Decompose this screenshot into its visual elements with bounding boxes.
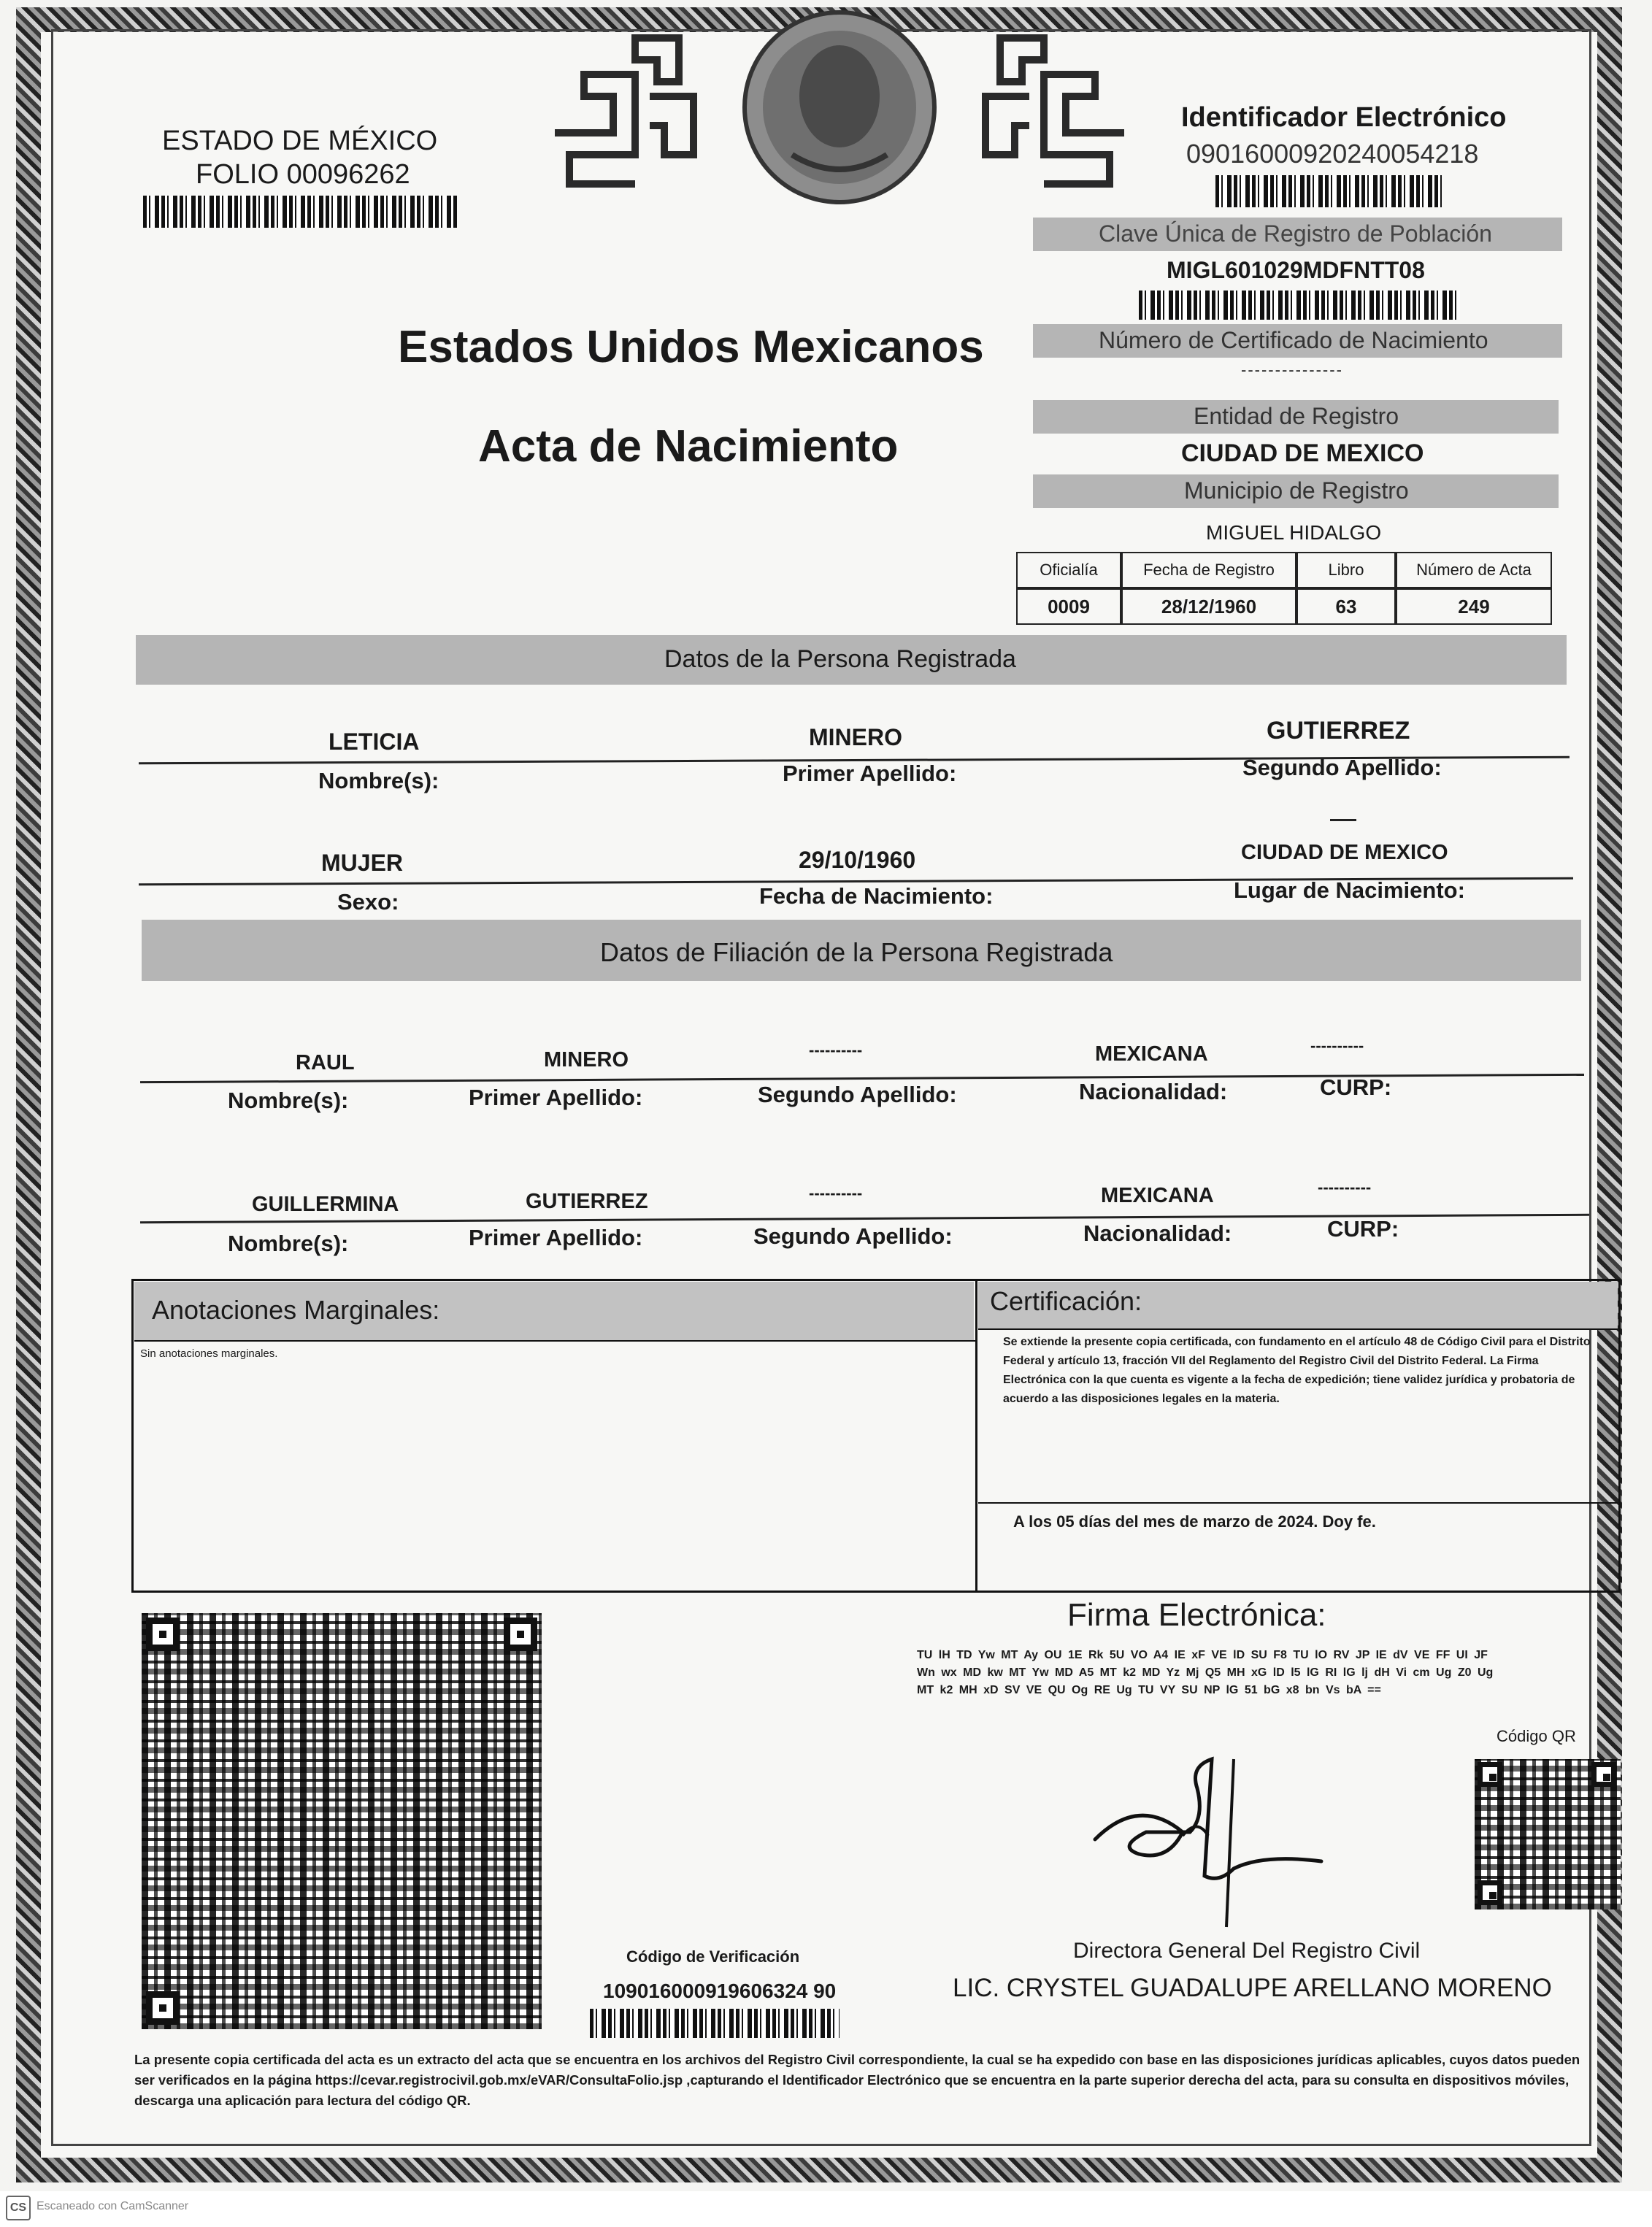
parent1-curp: ---------- xyxy=(1310,1036,1364,1055)
parent1-curp-label: CURP: xyxy=(1320,1074,1392,1100)
registered-birth-place: CIUDAD DE MEXICO xyxy=(1241,841,1448,864)
qr-label: Código QR xyxy=(1497,1727,1576,1745)
parent2-nationality-label: Nacionalidad: xyxy=(1083,1220,1232,1246)
verification-barcode xyxy=(590,2009,840,2038)
identifier-barcode xyxy=(1215,175,1442,207)
annotations-content: Sin anotaciones marginales. xyxy=(140,1347,278,1360)
curp-barcode xyxy=(1139,291,1460,320)
parent2-name: GUILLERMINA xyxy=(252,1193,399,1216)
certification-text: Se extiende la presente copia certificada, con fundamento en el artículo 48 de Código Civil para el Distrito Federal y artículo 13, fracción VII del Reglamento del Registro Civil del Distrito Federal. La Firma Electrónica con la que cuenta es vigente a la fecha de expedición; tiene validez jurídica y probatoria de acuerdo a las disposiciones legales en la materia. xyxy=(1003,1336,1591,1405)
document-title: Acta de Nacimiento xyxy=(478,421,899,472)
parent2-first-surname-label: Primer Apellido: xyxy=(469,1225,643,1250)
parent1-first-surname: MINERO xyxy=(544,1048,629,1072)
registered-birth-date: 29/10/1960 xyxy=(799,847,916,873)
parent2-curp-label: CURP: xyxy=(1327,1216,1399,1242)
identifier-value: 09016000920240054218 xyxy=(1186,139,1479,169)
coat-of-arms-seal xyxy=(540,9,1139,206)
municipio-label: Municipio de Registro xyxy=(1184,477,1409,504)
parent2-first-surname: GUTIERREZ xyxy=(526,1190,648,1213)
section-registered-title: Datos de la Persona Registrada xyxy=(664,645,1016,673)
certification-date: A los 05 días del mes de marzo de 2024. Doy fe. xyxy=(1013,1512,1376,1531)
registered-sex: MUJER xyxy=(321,850,404,876)
certificate-label: Número de Certificado de Nacimiento xyxy=(1099,327,1488,353)
parent2-second-surname-label: Segundo Apellido: xyxy=(753,1223,953,1249)
parent2-curp: ---------- xyxy=(1318,1178,1372,1196)
registered-first-surname: MINERO xyxy=(809,724,902,750)
signature-title: Firma Electrónica: xyxy=(1067,1597,1326,1633)
curp-value: MIGL601029MDFNTT08 xyxy=(1167,257,1425,283)
country-title: Estados Unidos Mexicanos xyxy=(398,322,984,372)
scanner-watermark: Escaneado con CamScanner xyxy=(37,2200,189,2212)
registered-sex-label: Sexo: xyxy=(337,889,399,915)
registered-birth-date-label: Fecha de Nacimiento: xyxy=(759,883,994,909)
registered-second-surname: GUTIERREZ xyxy=(1267,717,1410,745)
table-header-oficialia: Oficialía xyxy=(1016,552,1121,588)
signer-name: LIC. CRYSTEL GUADALUPE ARELLANO MORENO xyxy=(953,1974,1552,2002)
parent1-first-surname-label: Primer Apellido: xyxy=(469,1085,643,1110)
table-cell-acta: 249 xyxy=(1396,588,1552,625)
identifier-label: Identificador Electrónico xyxy=(1181,102,1507,133)
parent1-name-label: Nombre(s): xyxy=(228,1088,349,1113)
section-filiation-title: Datos de Filiación de la Persona Registrada xyxy=(600,937,1113,967)
folio-barcode xyxy=(143,196,457,228)
table-cell-oficialia: 0009 xyxy=(1016,588,1121,625)
entity-label: Entidad de Registro xyxy=(1194,403,1399,429)
footer-legal-text: La presente copia certificada del acta es un extracto del acta que se encuentra en los archivos del Registro Civil correspondiente, la cual se ha expedido con base en las disposiciones jurídicas aplicables, cuyos datos pueden ser verificados en la página https://cevar.registrocivil.gob.mx/eVAR/ConsultaFolio.jsp ,capturando el Identificador Electrónico que se encuentra en la parte superior derecha del acta, para su consulta en dispositivos móviles, descarga una aplicación para lectura del código QR. xyxy=(134,2052,1580,2108)
handwritten-signature xyxy=(1088,1745,1351,1934)
entity-value: CIUDAD DE MEXICO xyxy=(1181,439,1424,467)
table-cell-libro: 63 xyxy=(1296,588,1396,625)
camscanner-logo-icon: CS xyxy=(6,2196,31,2220)
parent2-nationality: MEXICANA xyxy=(1101,1184,1214,1207)
table-header-libro: Libro xyxy=(1296,552,1396,588)
verification-label: Código de Verificación xyxy=(626,1947,800,1966)
folio-number: FOLIO 00096262 xyxy=(196,159,410,190)
curp-label: Clave Única de Registro de Población xyxy=(1099,220,1492,247)
municipio-value: MIGUEL HIDALGO xyxy=(1206,521,1382,544)
verification-code: 109016000919606324 90 xyxy=(603,1980,837,2002)
parent1-second-surname-label: Segundo Apellido: xyxy=(758,1082,957,1107)
signer-title: Directora General Del Registro Civil xyxy=(1073,1939,1421,1963)
parent1-nationality: MEXICANA xyxy=(1095,1042,1208,1066)
registered-second-surname-label: Segundo Apellido: xyxy=(1242,755,1442,780)
annotations-title: Anotaciones Marginales: xyxy=(152,1295,440,1325)
registered-name-label: Nombre(s): xyxy=(318,768,439,793)
parent2-name-label: Nombre(s): xyxy=(228,1231,349,1256)
certification-title: Certificación: xyxy=(990,1286,1142,1316)
main-qr-code[interactable] xyxy=(142,1613,542,2029)
registered-name: LETICIA xyxy=(329,728,420,755)
table-cell-fecha: 28/12/1960 xyxy=(1121,588,1296,625)
parent1-name: RAUL xyxy=(296,1051,355,1074)
signature-hash: TU lH TD Yw MT Ay OU 1E Rk 5U VO A4 IE xF VE lD SU F8 TU lO RV JP IE dV VE FF UI JF Wn wx MD kw MT Yw MD A5 MT k2 MD Yz Mj Q5 MH xG lD l5 lG RI lG lj dH Vi cm Ug Z0 Ug MT k2 MH xD SV VE QU Og RE Ug TU VY SU NP lG 51 bG x8 bn Vs bA == xyxy=(917,1649,1494,1696)
table-header-acta: Número de Acta xyxy=(1396,552,1552,588)
parent2-second-surname: ---------- xyxy=(809,1184,863,1202)
state-name: ESTADO DE MÉXICO xyxy=(162,126,438,156)
table-header-fecha: Fecha de Registro xyxy=(1121,552,1296,588)
registered-first-surname-label: Primer Apellido: xyxy=(783,761,957,786)
parent1-second-surname: ---------- xyxy=(809,1041,863,1059)
parent1-nationality-label: Nacionalidad: xyxy=(1079,1079,1228,1104)
certificate-value: --------------- xyxy=(1241,361,1343,379)
registered-birth-place-label: Lugar de Nacimiento: xyxy=(1234,877,1465,903)
small-qr-code[interactable] xyxy=(1475,1759,1621,1909)
scanner-strip xyxy=(0,2191,1652,2227)
